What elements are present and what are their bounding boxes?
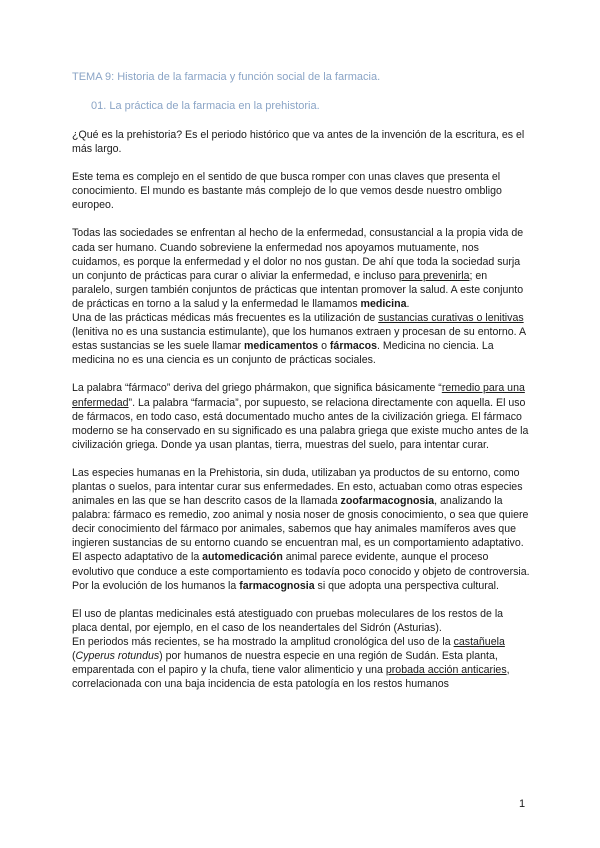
- text-run: Todas las sociedades se enfrentan al hecho de la enfermedad, consustancial a la propia vida de cada ser humano. Cuando sobreviene la enfermedad nos apoyamos mutuamente, nos cuidamos, es porque la enfermedad y el dolor no nos gustan. De ahí que toda la sociedad surja un conjunto de prácticas para curar o aliviar la enfermedad, e incluso: [72, 227, 524, 282]
- bold-term: medicamentos: [243, 340, 319, 353]
- paragraph-complejidad: Este tema es complejo en el sentido de que busca romper con unas claves que presenta el conocimiento. El mundo es bastante más complejo de lo que vemos desde nuestro ombligo europeo.: [72, 171, 502, 212]
- bold-term: fármacos: [329, 340, 378, 353]
- paragraph-castanuela: [72, 635, 530, 691]
- text-run: La palabra “fármaco” deriva del griego phármakon, que significa básicamente “: [72, 382, 442, 395]
- bold-term: farmacognosia: [239, 579, 315, 592]
- text-run: ) por humanos de nuestra especie en una región de Sudán. Esta planta, emparentada con el papiro y la chufa, tiene valor alimenticio y una: [72, 650, 498, 677]
- underlined-term: castañuela: [453, 635, 505, 648]
- text-run: ; en paralelo, surgen también conjuntos de prácticas que intentan promover la salud. A este conjunto de prácticas en torno a la salud y la enfermedad le llamamos: [72, 269, 524, 310]
- text-run: ”. La palabra “farmacia”, por supuesto, se relaciona directamente con aquella. El uso de fármacos, en todo caso, está documentado mucho antes de la civilización griega. El fármaco moderno se ha conservado en su significado es una palabra griega que existe mucho antes de la civilización griega. Donde ya usan plantas, tierra, muestras del suelo, para intentar curar.: [72, 396, 529, 451]
- underlined-term: probada acción anticaries: [385, 664, 507, 677]
- text-run: Las especies humanas en la Prehistoria, sin duda, utilizaban ya productos de su entorno, como plantas o suelos, para intentar curar sus enfermedades. En esto, actuaban como otras especies animales en las que se han descrito casos de la llamada: [72, 466, 523, 508]
- document-body: [72, 128, 530, 691]
- underlined-term: para prevenirla: [398, 269, 470, 282]
- page-number: 1: [519, 798, 526, 810]
- paragraph-prehistoria: ¿Qué es la prehistoria? Es el periodo histórico que va antes de la invención de la escritura, es el más largo.: [72, 129, 525, 156]
- text-run: , correlacionada con una baja incidencia de esta patología en los restos humanos: [72, 664, 510, 691]
- text-run: o: [318, 340, 330, 353]
- text-run: En periodos más recientes, se ha mostrado la amplitud cronológica del uso de la: [72, 635, 454, 648]
- document-title: TEMA 9: Historia de la farmacia y función social de la farmacia.: [72, 71, 381, 83]
- italic-term: Cyperus rotundus: [75, 650, 160, 662]
- text-run: si que adopta una perspectiva cultural.: [314, 579, 499, 592]
- text-run: animal parece evidente, aunque el proceso evolutivo que conduce a este comportamiento es todavía poco conocido y objeto de controversia. Por la evolución de los humanos la: [72, 551, 530, 592]
- text-run: (lenitiva no es una sustancia estimulante), que los humanos extraen y procesan de su entorno. A estas sustancias se les suele llamar: [72, 326, 526, 353]
- text-run: , analizando la palabra: fármaco es remedio, zoo animal y nosia noser de gnosis conocimiento, o sea que quiere decir conocimiento del fármaco por animales, sabemos que hay animales mamíferos aves que ingieren sustancias de su entorno cuando se encuentran mal, es un comportamiento adaptativo. El aspecto adaptativo de la: [72, 495, 529, 564]
- paragraph-plantas: El uso de plantas medicinales está atestiguado con pruebas moleculares de los restos de la placa dental, por ejemplo, en el caso de los neandertales del Sidrón (Asturias).: [72, 607, 504, 634]
- underlined-term: remedio para una enfermedad: [72, 382, 525, 409]
- paragraph-enfermedad: [72, 226, 530, 311]
- text-run: .: [406, 297, 410, 310]
- underlined-term: sustancias curativas o lenitivas: [378, 312, 524, 325]
- bold-term: zoofarmacognosia: [340, 495, 435, 508]
- section-heading: 01. La práctica de la farmacia en la prehistoria.: [91, 100, 320, 112]
- paragraph-farmaco: [72, 381, 530, 451]
- text-run: Una de las prácticas médicas más frecuentes es la utilización de: [72, 312, 379, 325]
- bold-term: automedicación: [202, 551, 283, 564]
- paragraph-sustancias: [72, 311, 530, 367]
- text-run: . Medicina no ciencia. La medicina no es una ciencia es un conjunto de prácticas sociales.: [72, 340, 494, 367]
- text-run: (: [72, 650, 76, 662]
- bold-term: medicina: [360, 297, 407, 310]
- paragraph-especies: [72, 466, 530, 593]
